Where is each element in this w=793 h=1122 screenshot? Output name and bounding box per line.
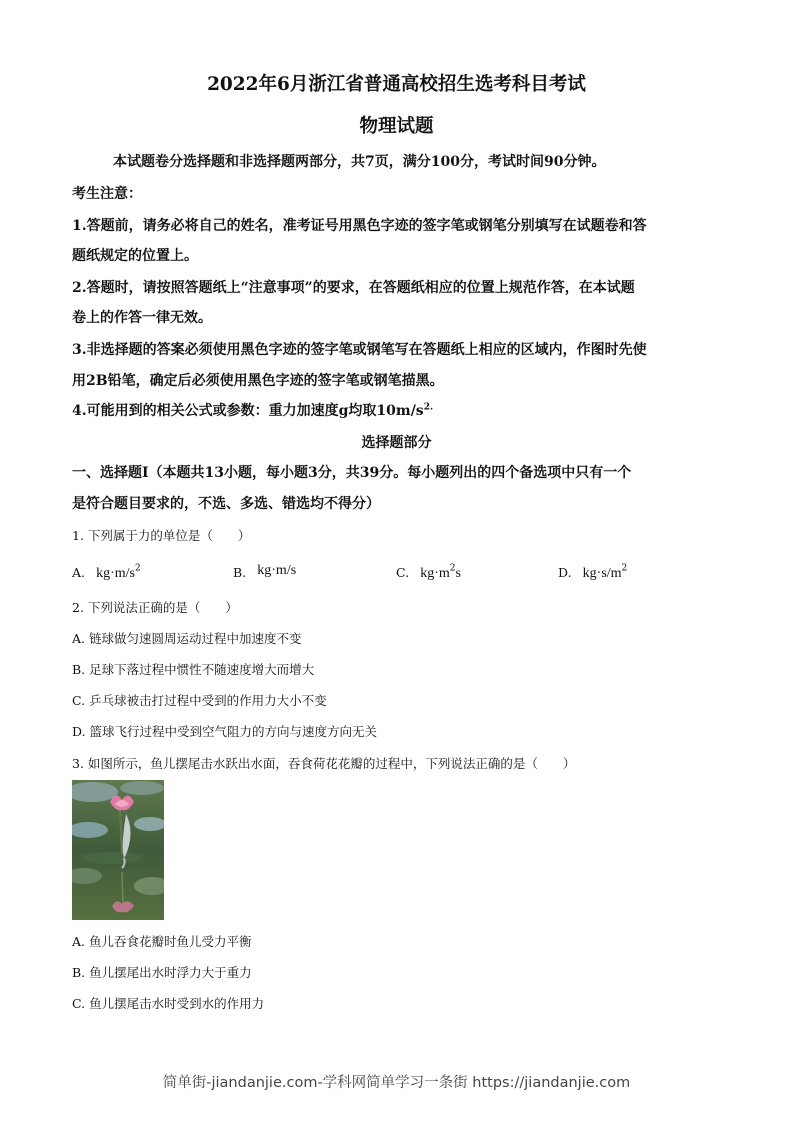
q1-option-c-letter: C. — [396, 565, 410, 580]
q3-option-a: A. 鱼儿吞食花瓣时鱼儿受力平衡 — [72, 934, 252, 949]
q1-option-c-unit: kg·m — [420, 566, 450, 581]
notice-line-2: 2.答题时，请按照答题纸上“注意事项”的要求，在答题纸相应的位置上规范作答，在本试题 — [72, 280, 635, 296]
notice-line-4 — [72, 400, 433, 420]
q1-option-d-sup: 2 — [621, 563, 628, 574]
q1-option-d-letter: D. — [558, 565, 572, 580]
q1-option-a-letter: A. — [72, 565, 86, 580]
q2-option-d: D. 篮球飞行过程中受到空气阻力的方向与速度方向无关 — [72, 724, 378, 739]
q1-option-a — [72, 562, 141, 582]
q1-option-d — [558, 562, 627, 582]
section-title: 选择题部分 — [361, 435, 432, 451]
notice-line-2-cont: 卷上的作答一律无效。 — [72, 310, 212, 326]
q2-option-c: C. 乒乓球被击打过程中受到的作用力大小不变 — [72, 693, 327, 708]
notice-line-4-text: 4.可能用到的相关公式或参数：重力加速度g均取10m/s — [72, 403, 424, 419]
q2-option-b: B. 足球下落过程中惯性不随速度增大而增大 — [72, 662, 315, 677]
q1-stem: 1. 下列属于力的单位是（ ） — [72, 528, 251, 543]
q3-fish-lotus-photo — [72, 780, 164, 920]
q2-option-a: A. 链球做匀速圆周运动过程中加速度不变 — [72, 631, 302, 646]
exam-title: 2022年6月浙江省普通高校招生选考科目考试 — [207, 74, 586, 95]
q1-option-b-letter: B. — [233, 565, 247, 580]
section-heading-line-2: 是符合题目要求的，不选、多选、错选均不得分） — [72, 496, 380, 512]
intro-text: 本试题卷分选择题和非选择题两部分，共7页，满分100分，考试时间90分钟。 — [113, 154, 606, 170]
notice-line-1-cont: 题纸规定的位置上。 — [72, 248, 198, 264]
q1-option-a-unit: kg·m/s — [96, 566, 135, 581]
notice-line-3: 3.非选择题的答案必须使用黑色字迹的签字笔或钢笔写在答题纸上相应的区域内，作图时先使 — [72, 342, 647, 358]
q3-photo-illustration — [72, 780, 164, 920]
q1-option-c-tail: s — [455, 566, 461, 581]
q3-option-b: B. 鱼儿摆尾出水时浮力大于重力 — [72, 965, 252, 980]
q1-option-d-unit: kg·s/m — [582, 566, 622, 581]
q3-stem: 3. 如图所示，鱼儿摆尾击水跃出水面，吞食荷花花瓣的过程中，下列说法正确的是（ ） — [72, 756, 576, 771]
notice-line-1: 1.答题前，请务必将自己的姓名，准考证号用黑色字迹的签字笔或钢笔分别填写在试题卷和答 — [72, 218, 647, 234]
notice-heading: 考生注意： — [72, 186, 142, 202]
notice-line-3-cont: 用2B铅笔，确定后必须使用黑色字迹的签字笔或钢笔描黑。 — [72, 373, 444, 389]
exam-subject: 物理试题 — [359, 116, 434, 137]
notice-line-4-sup: 2. — [423, 402, 434, 413]
q1-option-c — [396, 562, 461, 582]
q1-option-c-sup: 2 — [449, 563, 456, 574]
q3-option-c: C. 鱼儿摆尾击水时受到水的作用力 — [72, 996, 265, 1011]
q1-option-a-sup: 2 — [135, 563, 141, 574]
q2-stem: 2. 下列说法正确的是（ ） — [72, 600, 238, 615]
q1-option-b-unit: kg·m/s — [257, 563, 297, 578]
section-heading-line-1: 一、选择题I（本题共13小题，每小题3分，共39分。每小题列出的四个备选项中只有一个 — [72, 465, 632, 481]
q1-option-b — [233, 562, 296, 582]
footer-watermark: 简单街-jiandanjie.com-学科网简单学习一条街 https://jiandanjie.com — [162, 1075, 631, 1091]
